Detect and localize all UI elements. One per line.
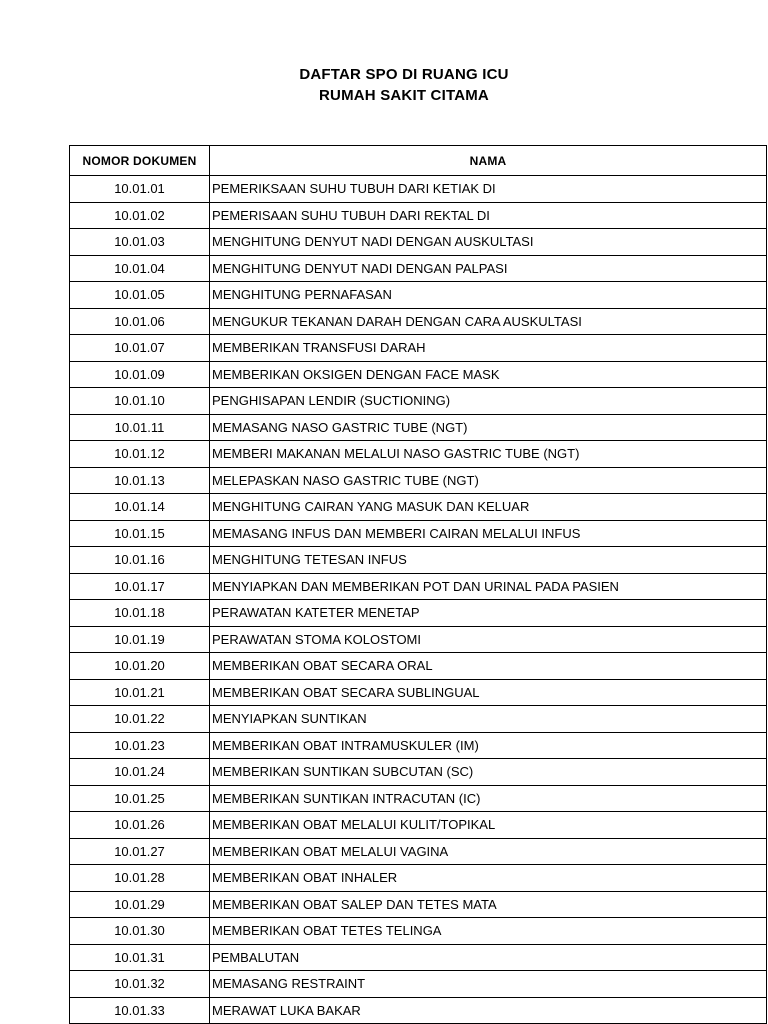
procedure-name-cell: MEMASANG INFUS DAN MEMBERI CAIRAN MELALUI INFUS bbox=[210, 520, 767, 547]
procedure-name-cell: MENGHITUNG DENYUT NADI DENGAN AUSKULTASI bbox=[210, 229, 767, 256]
table-row bbox=[70, 202, 767, 229]
procedure-name-cell: MEMBERIKAN OBAT INHALER bbox=[210, 865, 767, 892]
table-row bbox=[70, 626, 767, 653]
document-number-cell: 10.01.25 bbox=[70, 785, 210, 812]
table-row bbox=[70, 335, 767, 362]
procedure-name-cell: PEMBALUTAN bbox=[210, 944, 767, 971]
document-number-cell: 10.01.07 bbox=[70, 335, 210, 362]
table-row bbox=[70, 255, 767, 282]
procedure-name-cell: MENGUKUR TEKANAN DARAH DENGAN CARA AUSKULTASI bbox=[210, 308, 767, 335]
table-row bbox=[70, 308, 767, 335]
table-row bbox=[70, 573, 767, 600]
document-number-cell: 10.01.30 bbox=[70, 918, 210, 945]
procedure-name-cell: PENGHISAPAN LENDIR (SUCTIONING) bbox=[210, 388, 767, 415]
procedure-name-cell: MEMBERIKAN OBAT SECARA ORAL bbox=[210, 653, 767, 680]
document-number-cell: 10.01.22 bbox=[70, 706, 210, 733]
document-number-cell: 10.01.11 bbox=[70, 414, 210, 441]
column-header-nomor-dokumen: NOMOR DOKUMEN bbox=[70, 146, 210, 176]
procedure-name-cell: MENYIAPKAN DAN MEMBERIKAN POT DAN URINAL PADA PASIEN bbox=[210, 573, 767, 600]
table-row bbox=[70, 361, 767, 388]
table-row bbox=[70, 547, 767, 574]
table-body bbox=[70, 176, 767, 1024]
document-number-cell: 10.01.05 bbox=[70, 282, 210, 309]
title-line-1: DAFTAR SPO DI RUANG ICU bbox=[299, 66, 509, 83]
document-number-cell: 10.01.16 bbox=[70, 547, 210, 574]
procedure-name-cell: MENGHITUNG PERNAFASAN bbox=[210, 282, 767, 309]
document-number-cell: 10.01.33 bbox=[70, 997, 210, 1024]
table-row bbox=[70, 812, 767, 839]
title-line-2: RUMAH SAKIT CITAMA bbox=[319, 87, 489, 104]
procedure-name-cell: MEMBERI MAKANAN MELALUI NASO GASTRIC TUBE (NGT) bbox=[210, 441, 767, 468]
procedure-name-cell: MENGHITUNG DENYUT NADI DENGAN PALPASI bbox=[210, 255, 767, 282]
table-row bbox=[70, 997, 767, 1024]
table-row bbox=[70, 414, 767, 441]
procedure-name-cell: MEMBERIKAN OBAT TETES TELINGA bbox=[210, 918, 767, 945]
procedure-name-cell: MEMASANG NASO GASTRIC TUBE (NGT) bbox=[210, 414, 767, 441]
procedure-name-cell: MEMBERIKAN SUNTIKAN INTRACUTAN (IC) bbox=[210, 785, 767, 812]
document-number-cell: 10.01.17 bbox=[70, 573, 210, 600]
table-row bbox=[70, 706, 767, 733]
document-number-cell: 10.01.15 bbox=[70, 520, 210, 547]
document-number-cell: 10.01.09 bbox=[70, 361, 210, 388]
procedure-name-cell: MERAWAT LUKA BAKAR bbox=[210, 997, 767, 1024]
procedure-name-cell: PERAWATAN KATETER MENETAP bbox=[210, 600, 767, 627]
table-row bbox=[70, 282, 767, 309]
procedure-name-cell: MENGHITUNG CAIRAN YANG MASUK DAN KELUAR bbox=[210, 494, 767, 521]
procedure-name-cell: MEMBERIKAN TRANSFUSI DARAH bbox=[210, 335, 767, 362]
document-number-cell: 10.01.03 bbox=[70, 229, 210, 256]
spo-table bbox=[69, 145, 767, 1024]
document-number-cell: 10.01.20 bbox=[70, 653, 210, 680]
document-number-cell: 10.01.04 bbox=[70, 255, 210, 282]
column-header-nama: NAMA bbox=[210, 146, 767, 176]
document-number-cell: 10.01.13 bbox=[70, 467, 210, 494]
procedure-name-cell: MENGHITUNG TETESAN INFUS bbox=[210, 547, 767, 574]
document-number-cell: 10.01.01 bbox=[70, 176, 210, 203]
table-row bbox=[70, 944, 767, 971]
procedure-name-cell: MEMBERIKAN OBAT SALEP DAN TETES MATA bbox=[210, 891, 767, 918]
table-row bbox=[70, 653, 767, 680]
table-row bbox=[70, 441, 767, 468]
document-number-cell: 10.01.06 bbox=[70, 308, 210, 335]
procedure-name-cell: MELEPASKAN NASO GASTRIC TUBE (NGT) bbox=[210, 467, 767, 494]
table-row bbox=[70, 679, 767, 706]
table-header-row bbox=[70, 146, 767, 176]
document-number-cell: 10.01.23 bbox=[70, 732, 210, 759]
table-row bbox=[70, 785, 767, 812]
procedure-name-cell: PEMERISAAN SUHU TUBUH DARI REKTAL DI bbox=[210, 202, 767, 229]
procedure-name-cell: MEMASANG RESTRAINT bbox=[210, 971, 767, 998]
page-title bbox=[0, 64, 768, 106]
table-row bbox=[70, 388, 767, 415]
document-number-cell: 10.01.31 bbox=[70, 944, 210, 971]
document-number-cell: 10.01.32 bbox=[70, 971, 210, 998]
document-number-cell: 10.01.21 bbox=[70, 679, 210, 706]
table-row bbox=[70, 176, 767, 203]
document-number-cell: 10.01.24 bbox=[70, 759, 210, 786]
table-header bbox=[70, 146, 767, 176]
document-number-cell: 10.01.02 bbox=[70, 202, 210, 229]
document-number-cell: 10.01.12 bbox=[70, 441, 210, 468]
document-number-cell: 10.01.19 bbox=[70, 626, 210, 653]
document-number-cell: 10.01.29 bbox=[70, 891, 210, 918]
document-number-cell: 10.01.26 bbox=[70, 812, 210, 839]
table-row bbox=[70, 600, 767, 627]
procedure-name-cell: MEMBERIKAN OBAT MELALUI KULIT/TOPIKAL bbox=[210, 812, 767, 839]
document-number-cell: 10.01.10 bbox=[70, 388, 210, 415]
procedure-name-cell: MENYIAPKAN SUNTIKAN bbox=[210, 706, 767, 733]
procedure-name-cell: MEMBERIKAN OBAT INTRAMUSKULER (IM) bbox=[210, 732, 767, 759]
procedure-name-cell: MEMBERIKAN OKSIGEN DENGAN FACE MASK bbox=[210, 361, 767, 388]
table-row bbox=[70, 865, 767, 892]
table-row bbox=[70, 467, 767, 494]
document-number-cell: 10.01.18 bbox=[70, 600, 210, 627]
table-row bbox=[70, 520, 767, 547]
procedure-name-cell: MEMBERIKAN OBAT SECARA SUBLINGUAL bbox=[210, 679, 767, 706]
procedure-name-cell: MEMBERIKAN SUNTIKAN SUBCUTAN (SC) bbox=[210, 759, 767, 786]
table-row bbox=[70, 229, 767, 256]
procedure-name-cell: PERAWATAN STOMA KOLOSTOMI bbox=[210, 626, 767, 653]
document-number-cell: 10.01.27 bbox=[70, 838, 210, 865]
procedure-name-cell: PEMERIKSAAN SUHU TUBUH DARI KETIAK DI bbox=[210, 176, 767, 203]
procedure-name-cell: MEMBERIKAN OBAT MELALUI VAGINA bbox=[210, 838, 767, 865]
table-row bbox=[70, 838, 767, 865]
table-row bbox=[70, 759, 767, 786]
table-row bbox=[70, 494, 767, 521]
table-row bbox=[70, 918, 767, 945]
table-row bbox=[70, 732, 767, 759]
table-row bbox=[70, 891, 767, 918]
table-row bbox=[70, 971, 767, 998]
document-number-cell: 10.01.14 bbox=[70, 494, 210, 521]
document-number-cell: 10.01.28 bbox=[70, 865, 210, 892]
